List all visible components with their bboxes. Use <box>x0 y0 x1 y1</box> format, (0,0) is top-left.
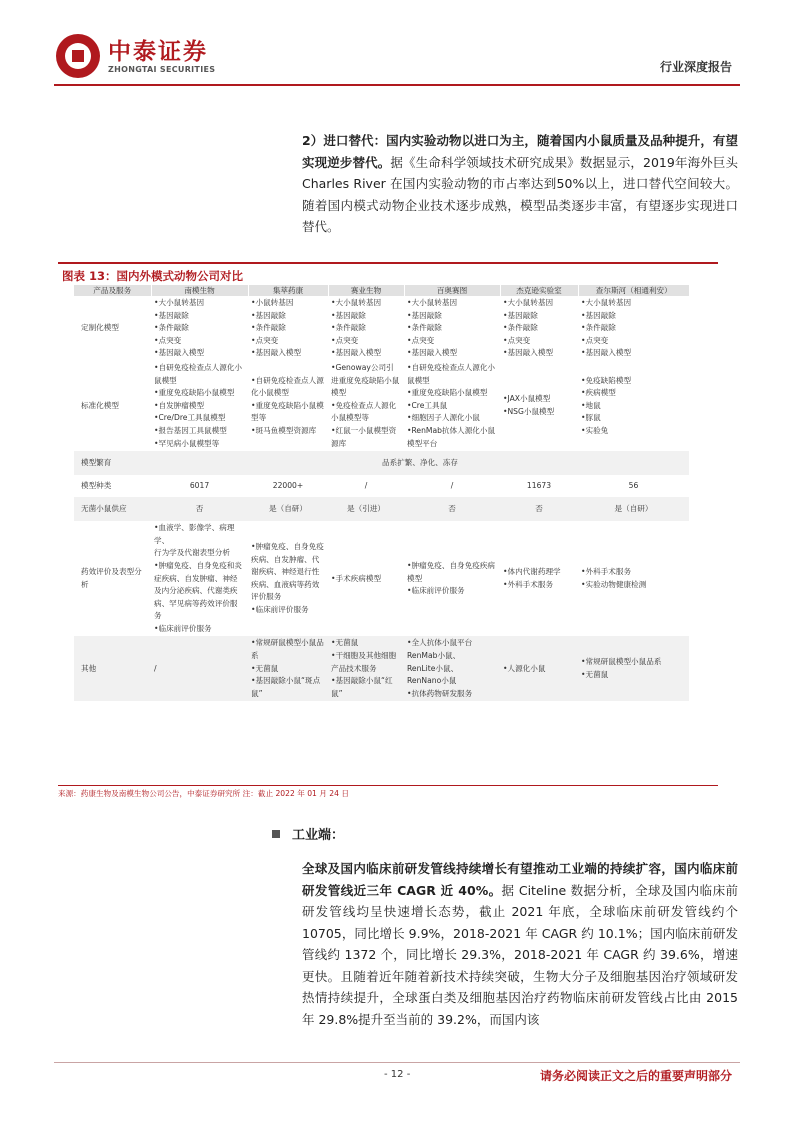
cell-list-item: •免疫缺陷模型 <box>581 375 632 385</box>
cell-list-item: •JAX小鼠模型 <box>503 394 551 404</box>
cell-list-item: •干细胞及其他细胞产品技术服务 <box>331 651 397 673</box>
table-cell: 是（引进） <box>328 497 404 521</box>
cell-list-item: •Cre/Dre工具鼠模型 <box>154 413 226 423</box>
table-cell <box>151 521 248 636</box>
table-cell: 品系扩繁、净化、冻存 <box>151 451 689 475</box>
figure-title: 图表 13：国内外模式动物公司对比 <box>58 262 718 284</box>
table-cell: 是（自研） <box>248 497 328 521</box>
cell-list-item: •点突变 <box>331 335 359 345</box>
table-row <box>74 475 689 497</box>
logo-cn: 中泰证券 <box>108 38 208 65</box>
table-header: 集萃药康 <box>248 285 328 296</box>
table-header: 赛业生物 <box>328 285 404 296</box>
table-cell <box>151 361 248 451</box>
cell-list-item: •无菌鼠 <box>581 669 609 679</box>
cell-list-item: RenNano小鼠 <box>407 676 457 686</box>
cell-list-item: •条件敲除 <box>331 323 366 333</box>
table-cell <box>328 296 404 361</box>
figure-source: 来源：药康生物及南模生物公司公告，中泰证券研究所 注：截止 2022 年 01 月 24 日 <box>58 785 718 799</box>
cell-list-item: •基因敲除小鼠“斑点鼠” <box>251 676 321 698</box>
cell-list-item: 行为学及代谢表型分析 <box>154 548 230 558</box>
cell-list-item: •实验动物健康检测 <box>581 579 647 589</box>
cell-list-item: •条件敲除 <box>407 323 442 333</box>
cell-list-item: •大小鼠转基因 <box>154 298 205 307</box>
row-header: 药效评价及表型分析 <box>81 567 142 589</box>
table-row <box>74 296 689 361</box>
table-cell: 否 <box>404 497 500 521</box>
footer-divider <box>54 1062 740 1063</box>
table-cell <box>248 521 328 636</box>
cell-list-item: •大小鼠转基因 <box>407 298 458 307</box>
cell-list-item: •血液学、影像学、病理学、 <box>154 523 235 545</box>
cell-list-item: •斑马鱼模型资源库 <box>251 425 317 435</box>
cell-list-item: •免疫检查点人源化小鼠模型等 <box>331 400 397 423</box>
row-header: 无菌小鼠供应 <box>74 497 151 521</box>
cell-list-item: •实验兔 <box>581 425 609 435</box>
cell-list-item: •点突变 <box>154 335 182 345</box>
table-cell <box>328 361 404 451</box>
cell-list-item: •条件敲除 <box>154 323 189 333</box>
table-cell <box>404 636 500 701</box>
logo-mark-icon <box>56 34 100 78</box>
cell-list-item: •基因敲入模型 <box>503 348 554 358</box>
company-logo <box>56 34 215 78</box>
table-cell: 11673 <box>526 480 552 490</box>
table-header-row <box>74 285 689 296</box>
table-cell: 是（自研） <box>578 497 689 521</box>
cell-list-item: •地鼠 <box>581 400 601 410</box>
table-row <box>74 521 689 636</box>
cell-list-item: •条件敲除 <box>503 323 538 333</box>
cell-list-item: •肿瘤免疫、自身免疫疾病模型 <box>407 560 496 583</box>
table-row <box>74 636 689 701</box>
table-cell <box>578 361 689 451</box>
table-cell: 6017 <box>189 480 210 490</box>
table-cell <box>248 361 328 451</box>
row-header: 标准化模型 <box>81 400 119 410</box>
footer-disclaimer: 请务必阅读正文之后的重要声明部分 <box>539 1069 732 1083</box>
cell-list-item: •基因敲入模型 <box>581 348 632 358</box>
table-cell: 56 <box>628 480 639 490</box>
cell-list-item: •条件敲除 <box>251 323 286 333</box>
page-number: - 12 - <box>384 1069 411 1080</box>
table-row <box>74 361 689 451</box>
cell-list-item: •基因敲除 <box>331 310 366 320</box>
cell-list-item: •基因敲入模型 <box>154 348 205 358</box>
cell-list-item: •基因敲入模型 <box>331 348 382 358</box>
cell-list-item: •基因敲除 <box>407 310 442 320</box>
header-divider <box>54 84 740 86</box>
cell-list-item: •无菌鼠 <box>251 663 279 673</box>
cell-list-item: •条件敲除 <box>581 323 616 333</box>
cell-list-item: •重度免疫缺陷小鼠模型 <box>407 388 488 398</box>
cell-list-item: •点突变 <box>251 335 279 345</box>
table-cell <box>578 296 689 361</box>
square-bullet-icon <box>272 830 280 838</box>
cell-list-item: •自研免疫检查点人源化小鼠模型 <box>407 362 496 385</box>
table-cell <box>328 521 404 636</box>
cell-list-item: •重度免疫缺陷小鼠模型 <box>154 388 235 398</box>
cell-list-item: •点突变 <box>407 335 435 345</box>
cell-list-item: •豚鼠 <box>581 413 601 423</box>
section-heading <box>272 824 344 843</box>
cell-list-item: •点突变 <box>503 335 531 345</box>
logo-text <box>108 39 215 74</box>
cell-list-item: •报告基因工具鼠模型 <box>154 425 227 435</box>
cell-list-item: •自研免疫检查点人源化小鼠模型 <box>251 375 324 398</box>
cell-list-item: •基因敲除 <box>251 310 286 320</box>
cell-list-item: •基因敲入模型 <box>407 348 458 358</box>
table-cell <box>578 636 689 701</box>
cell-list-item: •常规研鼠模型小鼠品系 <box>581 657 662 667</box>
cell-list-item: •基因敲除 <box>503 310 538 320</box>
paragraph-body: 据 Citeline 数据分析，全球及国内临床前研发管线均呈快速增长态势，截止 2021 年底，全球临床前研发管线约个 10705，同比增长 9.9%，2018-2021 年 CAGR 约 10.1%；国内临床前研发管线约 1372 个，同比增长 29.3%，2018-2021 年 CAGR 约 39.6%，增速更快。且随着近年随着新技术持续突破，生物大分子及细胞基因治疗领域研发热情持续提升，全球蛋白类及细胞基因治疗药物临床前研发管线占比由 2015 年 29.8%提升至当前的 39.2%，而国内该 <box>302 882 738 1027</box>
cell-list-item: •红鼠一小鼠模型资源库 <box>331 425 397 448</box>
table-cell <box>500 361 578 451</box>
cell-list-item: •罕见病小鼠模型等 <box>154 438 220 448</box>
cell-list-item: •肿瘤免疫、自身免疫疾病、自发肿瘤、代谢疾病、神经退行性疾病、血液病等药效评价服务 <box>251 542 324 602</box>
report-type: 行业深度报告 <box>659 60 732 74</box>
table-cell <box>248 636 328 701</box>
table-cell <box>578 521 689 636</box>
cell-list-item: •基因敲除 <box>581 310 616 320</box>
table-cell <box>248 296 328 361</box>
cell-list-item: •点突变 <box>581 335 609 345</box>
table-cell <box>328 636 404 701</box>
cell-list-item: RenLite小鼠、 <box>407 663 459 673</box>
paragraph-lead: 全球及国内临床前研发管线持续增长有望推动工业端的持续扩容，国内临床前研发管线近三年 CAGR 近 40%。 <box>302 861 738 898</box>
cell-list-item: •重度免疫缺陷小鼠模型等 <box>251 400 324 423</box>
table-row <box>74 451 689 475</box>
cell-list-item: •常规研鼠模型小鼠品系 <box>251 638 324 661</box>
cell-list-item: •基因敲除小鼠“红鼠” <box>331 676 393 698</box>
cell-list-item: •全人抗体小鼠平台 <box>407 638 473 648</box>
table-cell: 否 <box>500 497 578 521</box>
cell-list-item: •NSG小鼠模型 <box>503 407 555 417</box>
cell-list-item: •大小鼠转基因 <box>331 298 382 307</box>
paragraph-import-substitution <box>302 130 738 238</box>
cell-list-item: •抗体药物研发服务 <box>407 688 473 698</box>
cell-list-item: •RenMab抗体人源化小鼠模型平台 <box>407 425 496 448</box>
comparison-table <box>74 285 689 701</box>
cell-list-item: •临床前评价服务 <box>407 586 465 596</box>
table-cell <box>404 361 500 451</box>
table-header: 产品及服务 <box>74 285 151 296</box>
table-cell: 否 <box>151 497 248 521</box>
section-heading-text: 工业端： <box>292 828 345 843</box>
cell-list-item: •疾病模型 <box>581 388 616 398</box>
table-header: 查尔斯河（相通利安） <box>578 285 689 296</box>
cell-list-item: •临床前评价服务 <box>154 623 212 633</box>
cell-list-item: •自发肿瘤模型 <box>154 400 205 410</box>
table-cell <box>151 636 248 701</box>
cell-list-item: •大小鼠转基因 <box>503 298 554 307</box>
table-cell <box>151 296 248 361</box>
table-cell: / <box>450 480 454 490</box>
cell-list-item: •基因敲入模型 <box>251 348 302 358</box>
cell-list-item: •大小鼠转基因 <box>581 298 632 307</box>
table-cell <box>500 296 578 361</box>
table-cell <box>500 636 578 701</box>
table-cell: / <box>364 480 368 490</box>
table-header: 百奥赛图 <box>404 285 500 296</box>
row-header: 定制化模型 <box>81 323 119 333</box>
cell-list-item: •临床前评价服务 <box>251 604 309 614</box>
table-header: 杰克逊实验室 <box>500 285 578 296</box>
cell-list-item: •基因敲除 <box>154 310 189 320</box>
cell-list-item: •Cre工具鼠 <box>407 400 448 410</box>
cell-list-item: •细胞因子人源化小鼠 <box>407 413 480 423</box>
table-cell <box>500 521 578 636</box>
row-header: 模型种类 <box>81 480 112 490</box>
cell-list-item: •手术疾病模型 <box>331 573 382 583</box>
cell-list-item: •无菌鼠 <box>331 638 359 648</box>
cell-list-item: / <box>154 663 157 673</box>
cell-list-item: •外科手术服务 <box>503 579 554 589</box>
table-header: 南模生物 <box>151 285 248 296</box>
logo-en: ZHONGTAI SECURITIES <box>108 64 216 74</box>
row-header: 模型繁育 <box>74 451 151 475</box>
cell-list-item: •人源化小鼠 <box>503 663 546 673</box>
table-cell: 22000+ <box>272 480 304 490</box>
cell-list-item: •肿瘤免疫、自身免疫和炎症疾病、自发肿瘤、神经及内分泌疾病、代谢类疾病、罕见病等药效评价服务 <box>154 560 243 621</box>
row-header: 其他 <box>74 636 151 701</box>
cell-list-item: •Genoway公司引进重度免疫缺陷小鼠模型 <box>331 362 400 398</box>
cell-list-item: RenMab小鼠、 <box>407 651 461 661</box>
table-cell <box>404 521 500 636</box>
paragraph-body: 据《生命科学领域技术研究成果》数据显示，2019年海外巨头 Charles River 在国内实验动物的市占率达到50%以上，进口替代空间较大。随着国内模式动物企业技术逐步成熟，模型品类逐步丰富，有望逐步实现进口替代。 <box>302 154 738 234</box>
paragraph-industrial <box>302 858 738 1030</box>
table-cell <box>404 296 500 361</box>
paragraph-lead: 2）进口替代：国内实验动物以进口为主，随着国内小鼠质量及品种提升，有望实现逆步替代。 <box>302 133 738 170</box>
cell-list-item: •外科手术服务 <box>581 567 632 577</box>
cell-list-item: •体内代谢药理学 <box>503 567 561 577</box>
cell-list-item: •小鼠转基因 <box>251 298 294 307</box>
table-row <box>74 497 689 521</box>
cell-list-item: •自研免疫检查点人源化小鼠模型 <box>154 362 243 385</box>
